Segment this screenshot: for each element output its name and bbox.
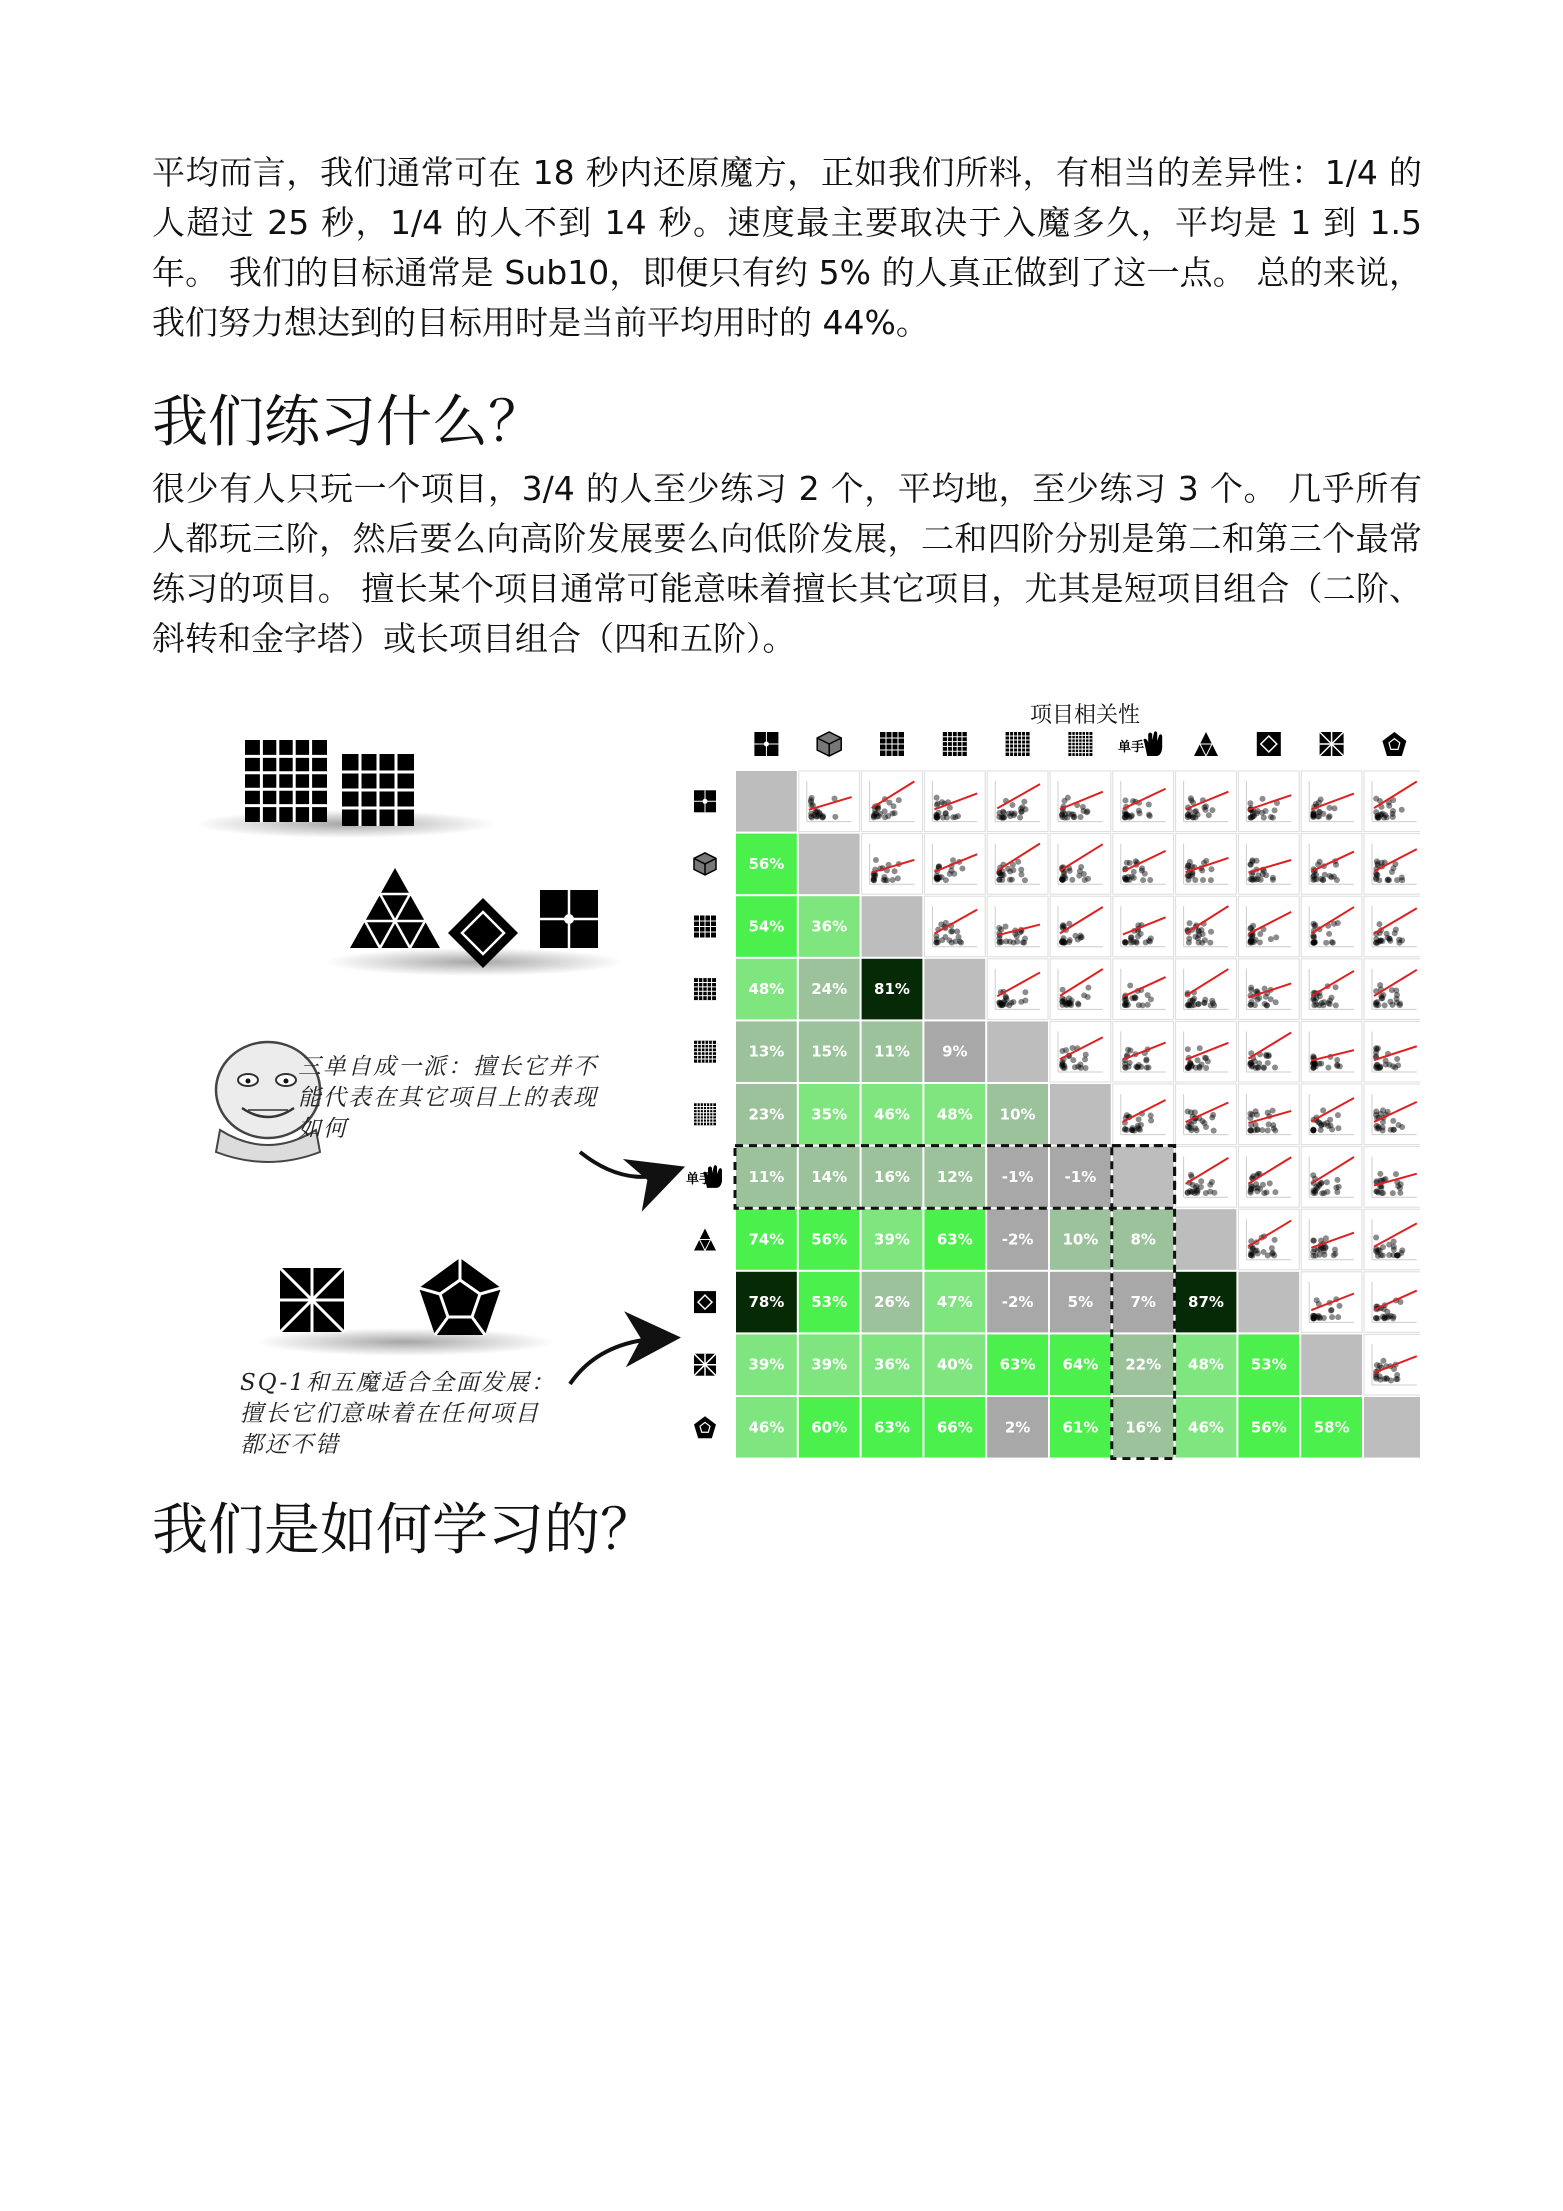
row-2x2-icon [694,790,716,812]
correlation-value: 61% [1062,1418,1099,1437]
correlation-value: 26% [874,1293,910,1312]
arrow-to-square1 [570,1338,665,1384]
correlation-value: 58% [1313,1418,1350,1437]
diagonal-cell [987,1021,1048,1082]
scatter-cell [1176,834,1237,895]
scatter-cell [1113,959,1174,1020]
scatter-cell [862,771,923,832]
row-3x3-icon [694,853,716,875]
correlation-value: 54% [748,917,785,936]
one-handed-column-label: 单手 [1118,740,1145,755]
correlation-value: 36% [811,917,848,936]
scatter-cell [1238,1209,1299,1270]
scatter-cell [1176,959,1237,1020]
scatter-cell [1113,834,1174,895]
correlation-value: 48% [936,1105,973,1124]
scatter-cell [987,896,1048,957]
scatter-cell [1238,834,1299,895]
diagonal-cell [1238,1272,1299,1333]
correlation-value: 2% [1004,1418,1031,1437]
scatter-cell [1364,834,1420,895]
correlation-value: -1% [1001,1167,1034,1186]
correlation-value: 48% [748,980,785,999]
small-puzzles-illustration [325,868,625,976]
correlation-value: 35% [811,1105,848,1124]
scatter-cell [924,896,985,957]
heading-what-we-practice: 我们练习什么？ [152,390,544,455]
col-hand-icon [1144,731,1163,756]
scatter-cell [1113,771,1174,832]
col-5x5-icon [943,732,967,756]
correlation-value: 16% [1125,1418,1162,1437]
correlation-value: 74% [748,1230,785,1249]
scatter-cell [1176,771,1237,832]
row-skewb-icon [694,1291,716,1313]
col-6x6-icon [1006,732,1030,756]
scatter-cell [862,834,923,895]
big-cubes-illustration [195,740,495,838]
practice-paragraph: 很少有人只玩一个项目，3/4 的人至少练习 2 个，平均地，至少练习 3 个。 几乎所有人都玩三阶，然后要么向高阶发展要么向低阶发展，二和四阶分别是第二和第三个最常练习的项目。 擅长某个项目通常可能意味着擅长其它项目，尤其是短项目组合（二阶、斜转和金字塔）或长项目组合（四和五阶）。 [152,469,1422,658]
scatter-cell [1113,896,1174,957]
scatter-cell [1238,896,1299,957]
scatter-cell [1364,1334,1420,1395]
col-square1-icon [1320,732,1344,756]
scatter-cell [1301,1209,1362,1270]
row-megaminx-icon [694,1416,716,1438]
row-7x7-icon [694,1103,716,1125]
correlation-value: -1% [1064,1167,1097,1186]
scatter-cell [924,771,985,832]
correlation-value: 11% [748,1167,785,1186]
scatter-cell [1301,1021,1362,1082]
scatter-cell [1301,771,1362,832]
correlation-value: 12% [936,1167,973,1186]
correlation-value: 15% [811,1042,848,1061]
correlation-value: 56% [748,854,785,873]
event-correlation-figure [150,690,1420,1460]
scatter-cell [1238,771,1299,832]
col-3x3-icon [817,732,841,756]
correlation-value: 36% [874,1355,910,1374]
correlation-value: 46% [874,1105,910,1124]
scatter-cell [1364,1084,1420,1145]
scatter-cell [1301,959,1362,1020]
scatter-cell [1301,1147,1362,1208]
scatter-cell [924,834,985,895]
correlation-value: 46% [748,1418,785,1437]
correlation-value: -2% [1001,1293,1034,1312]
diagonal-cell [1113,1147,1174,1208]
correlation-value: 39% [748,1355,785,1374]
one-handed-row-label: 单手 [686,1172,713,1187]
correlation-value: 63% [874,1418,910,1437]
correlation-value: 56% [811,1230,848,1249]
correlation-chart-title: 项目相关性 [1030,703,1141,728]
col-4x4-icon [880,732,904,756]
scatter-cell [987,959,1048,1020]
correlation-value: 5% [1067,1293,1094,1312]
correlation-value: 11% [874,1042,910,1061]
row-pyraminx-icon [694,1229,716,1251]
col-skewb-icon [1257,732,1281,756]
note-sq1-megaminx: SQ-1和五魔适合全面发展：擅长它们意味着在任何项目都还不错 [240,1370,556,1458]
scatter-cell [1050,1021,1111,1082]
row-square1-icon [694,1354,716,1376]
correlation-value: 78% [748,1293,785,1312]
diagonal-cell [1050,1084,1111,1145]
correlation-value: 56% [1250,1418,1287,1437]
correlation-value: 22% [1125,1355,1162,1374]
correlation-value: 53% [1250,1355,1287,1374]
sq1-megaminx-illustration [255,1258,555,1356]
scatter-cell [1238,1147,1299,1208]
correlation-value: 47% [936,1293,973,1312]
scatter-cell [1238,1084,1299,1145]
diagonal-cell [924,959,985,1020]
correlation-value: 53% [811,1293,848,1312]
row-4x4-icon [694,916,716,938]
correlation-value: 14% [811,1167,848,1186]
diagonal-cell [1176,1209,1237,1270]
diagonal-cell [1301,1334,1362,1395]
scatter-cell [1364,1209,1420,1270]
scatter-cell [1176,1084,1237,1145]
correlation-value: 60% [811,1418,848,1437]
scatter-cell [1238,1021,1299,1082]
diagonal-cell [799,834,860,895]
scatter-cell [987,834,1048,895]
correlation-value: 63% [936,1230,973,1249]
scatter-cell [1176,1021,1237,1082]
correlation-value: 10% [1062,1230,1099,1249]
scatter-cell [1364,1021,1420,1082]
correlation-value: 66% [936,1418,973,1437]
arrow-to-one-handed [580,1152,670,1177]
scatter-cell [1301,1272,1362,1333]
correlation-value: 63% [999,1355,1036,1374]
correlation-value: 7% [1130,1293,1156,1312]
correlation-value: 46% [1188,1418,1224,1437]
correlation-matrix [694,731,1420,1458]
correlation-value: 87% [1188,1293,1224,1312]
correlation-value: 23% [748,1105,785,1124]
note-one-handed: 三单自成一派：擅长它并不能代表在其它项目上的表现如何 [298,1054,598,1142]
scatter-cell [1050,771,1111,832]
scatter-cell [1176,896,1237,957]
scatter-cell [1050,896,1111,957]
diagonal-cell [862,896,923,957]
diagonal-cell [1364,1397,1420,1458]
scatter-cell [987,771,1048,832]
scatter-cell [1301,1084,1362,1145]
heading-how-we-learn: 我们是如何学习的？ [152,1498,656,1563]
correlation-value: 39% [811,1355,848,1374]
row-5x5-icon [694,978,716,1000]
correlation-value: 8% [1130,1230,1156,1249]
correlation-value: 10% [999,1105,1036,1124]
scatter-cell [1176,1147,1237,1208]
correlation-value: 48% [1188,1355,1224,1374]
correlation-value: -2% [1001,1230,1034,1249]
col-megaminx-icon [1382,732,1406,756]
correlation-value: 39% [874,1230,910,1249]
scatter-cell [1113,1084,1174,1145]
scatter-cell [1238,959,1299,1020]
row-6x6-icon [694,1041,716,1063]
scatter-cell [1364,896,1420,957]
col-2x2-icon [754,732,778,756]
scatter-cell [1364,1272,1420,1333]
col-pyraminx-icon [1194,732,1218,756]
diagonal-cell [736,771,797,832]
correlation-value: 24% [811,980,848,999]
correlation-value: 81% [874,980,910,999]
scatter-cell [1301,896,1362,957]
scatter-cell [1113,1021,1174,1082]
correlation-value: 64% [1062,1355,1099,1374]
col-7x7-icon [1068,732,1092,756]
scatter-cell [799,771,860,832]
scatter-cell [1050,959,1111,1020]
correlation-value: 13% [748,1042,785,1061]
scatter-cell [1364,959,1420,1020]
scatter-cell [1050,834,1111,895]
correlation-value: 40% [936,1355,973,1374]
scatter-cell [1364,1147,1420,1208]
intro-paragraph: 平均而言，我们通常可在 18 秒内还原魔方，正如我们所料，有相当的差异性：1/4 的人超过 25 秒，1/4 的人不到 14 秒。速度最主要取决于入魔多久，平均是 1 到 1.5 年。 我们的目标通常是 Sub10，即便只有约 5% 的人真正做到了这一点。 总的来说，我们努力想达到的目标用时是当前平均用时的 44%。 [152,153,1422,342]
scatter-cell [1364,771,1420,832]
correlation-value: 16% [874,1167,910,1186]
scatter-cell [1301,834,1362,895]
correlation-value: 9% [942,1042,968,1061]
